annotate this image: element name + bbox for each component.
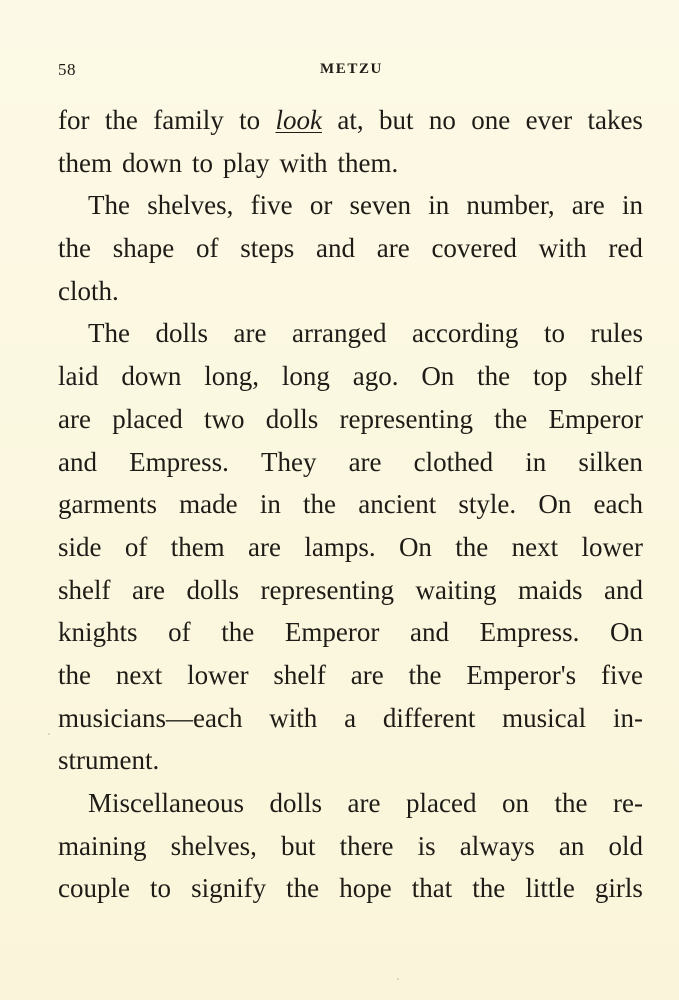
word: dolls [269,788,322,818]
word: an [558,830,585,861]
word: They [260,446,317,477]
word: made [179,489,238,520]
word: top [533,361,568,392]
word: The [88,190,130,221]
text-line [58,569,643,612]
word: dolls [186,574,239,605]
word: lamps. [304,531,376,562]
word: Emperor's [466,659,577,690]
word: to [543,318,565,349]
text-line [58,355,643,398]
word: strument. [58,745,160,776]
word: always [459,830,535,861]
word: girls [594,873,643,904]
text-line [58,526,643,569]
word: the [494,403,528,434]
word: seven [349,190,411,221]
word: the [58,233,91,264]
word: musical [502,702,587,733]
word: play [223,147,270,178]
word: lower [581,531,643,562]
word: is [417,830,436,861]
word: knights [58,617,138,648]
word: and [604,574,643,605]
word: shape [112,233,175,264]
word: the [303,489,337,520]
text-line [58,867,643,910]
word: the [58,659,91,690]
word: two [203,403,245,434]
word: in [621,190,643,221]
word: signify [191,873,267,904]
word: The [88,318,130,349]
word: cloth. [58,275,119,306]
word: but [280,830,316,861]
word: or [309,190,333,221]
word: shelf [590,361,643,392]
word: the [286,873,320,904]
word: are [132,574,165,605]
word: style. [458,489,517,520]
word: one [471,105,511,135]
word: in- [612,702,643,733]
word: ancient [358,489,437,520]
text-line [58,739,643,782]
word: of [168,617,191,648]
word: shelves, [147,190,234,221]
text-line [58,697,643,740]
word: long, [204,361,259,392]
word: of [195,233,219,264]
word: next [511,531,559,562]
word: with [269,702,318,733]
word: are [348,446,382,477]
word: dolls [155,318,209,349]
text-line [58,184,643,227]
word: on [501,788,529,818]
word: in [428,190,450,221]
word: the [408,659,442,690]
word: the [455,531,489,562]
word: arranged [292,318,387,349]
word: are [248,531,281,562]
word: are [376,233,410,264]
word: little [525,873,575,904]
word: re- [613,788,643,818]
text-line [58,270,643,313]
word: rules [590,318,643,349]
word: them. [337,147,399,178]
word: are [58,403,91,434]
word: five [250,190,293,221]
word: shelves, [170,830,257,861]
word: in [525,446,547,477]
word: On [421,361,455,392]
word: and [409,617,449,648]
word: maids [518,574,583,605]
paper-speck [48,733,50,735]
word: at, [337,105,364,135]
word: waiting [415,574,497,605]
word: of [124,531,148,562]
word: Miscellaneous [88,788,244,818]
word: On [538,489,572,520]
word: musicians—each [58,702,243,733]
word: the [104,105,138,135]
running-head [58,60,645,84]
word: each [593,489,643,520]
word: maining [58,830,147,861]
text-line [58,483,643,526]
word: in [259,489,281,520]
word: shelf [273,659,326,690]
text-line [58,227,643,270]
word: and [315,233,355,264]
word: hope [339,873,392,904]
word: takes [587,105,643,135]
word: to [239,105,261,135]
word: the [472,873,506,904]
text-line [58,782,643,825]
text-line [58,441,643,484]
word: five [600,659,643,690]
page-number: 58 [58,60,76,79]
word: representing [339,403,473,434]
text-line [58,654,643,697]
word: are [233,318,267,349]
word: long [281,361,330,392]
word: covered [431,233,517,264]
word: ago. [352,361,399,392]
word: that [411,873,453,904]
word: no [428,105,456,135]
word: old [608,830,643,861]
word: placed [112,403,183,434]
text-line [58,398,643,441]
word: the [221,617,255,648]
word: down [121,361,182,392]
word: the [477,361,511,392]
word: with [279,147,328,178]
text-line [58,142,643,185]
word: dolls [265,403,319,434]
word: silken [578,446,643,477]
word: side [58,531,102,562]
word: are [571,190,605,221]
word: Emperor [284,617,380,648]
word: are [347,788,381,818]
text-line [58,611,643,654]
paper-speck [397,978,399,980]
body-text [58,99,643,910]
word: lower [187,659,249,690]
word: are [350,659,384,690]
word: clothed [413,446,494,477]
word: On [609,617,643,648]
word: next [115,659,163,690]
word: to [192,147,214,178]
word: ever [525,105,573,135]
word: for [58,105,90,135]
word: different [382,702,476,733]
word: red [608,233,643,264]
word: and [58,446,97,477]
word: On [398,531,432,562]
word: garments [58,489,157,520]
word: there [339,830,394,861]
word: the [554,788,588,818]
word: a [344,702,357,733]
word: according [411,318,519,349]
word: Emperor [548,403,643,434]
italic-word: look [275,105,322,135]
word: family [153,105,224,135]
word: shelf [58,574,111,605]
word: down [122,147,182,178]
word: but [378,105,414,135]
word: number, [466,190,555,221]
word: laid [58,361,99,392]
word: them [58,147,112,178]
text-line [58,825,643,868]
word: placed [406,788,477,818]
word: representing [260,574,394,605]
running-title: METZU [319,61,383,77]
word: steps [240,233,295,264]
word: them [170,531,225,562]
word: couple [58,873,130,904]
text-line [58,312,643,355]
text-line [58,99,643,142]
word: Empress. [129,446,229,477]
word: to [150,873,172,904]
word: Empress. [479,617,580,648]
word: with [538,233,587,264]
